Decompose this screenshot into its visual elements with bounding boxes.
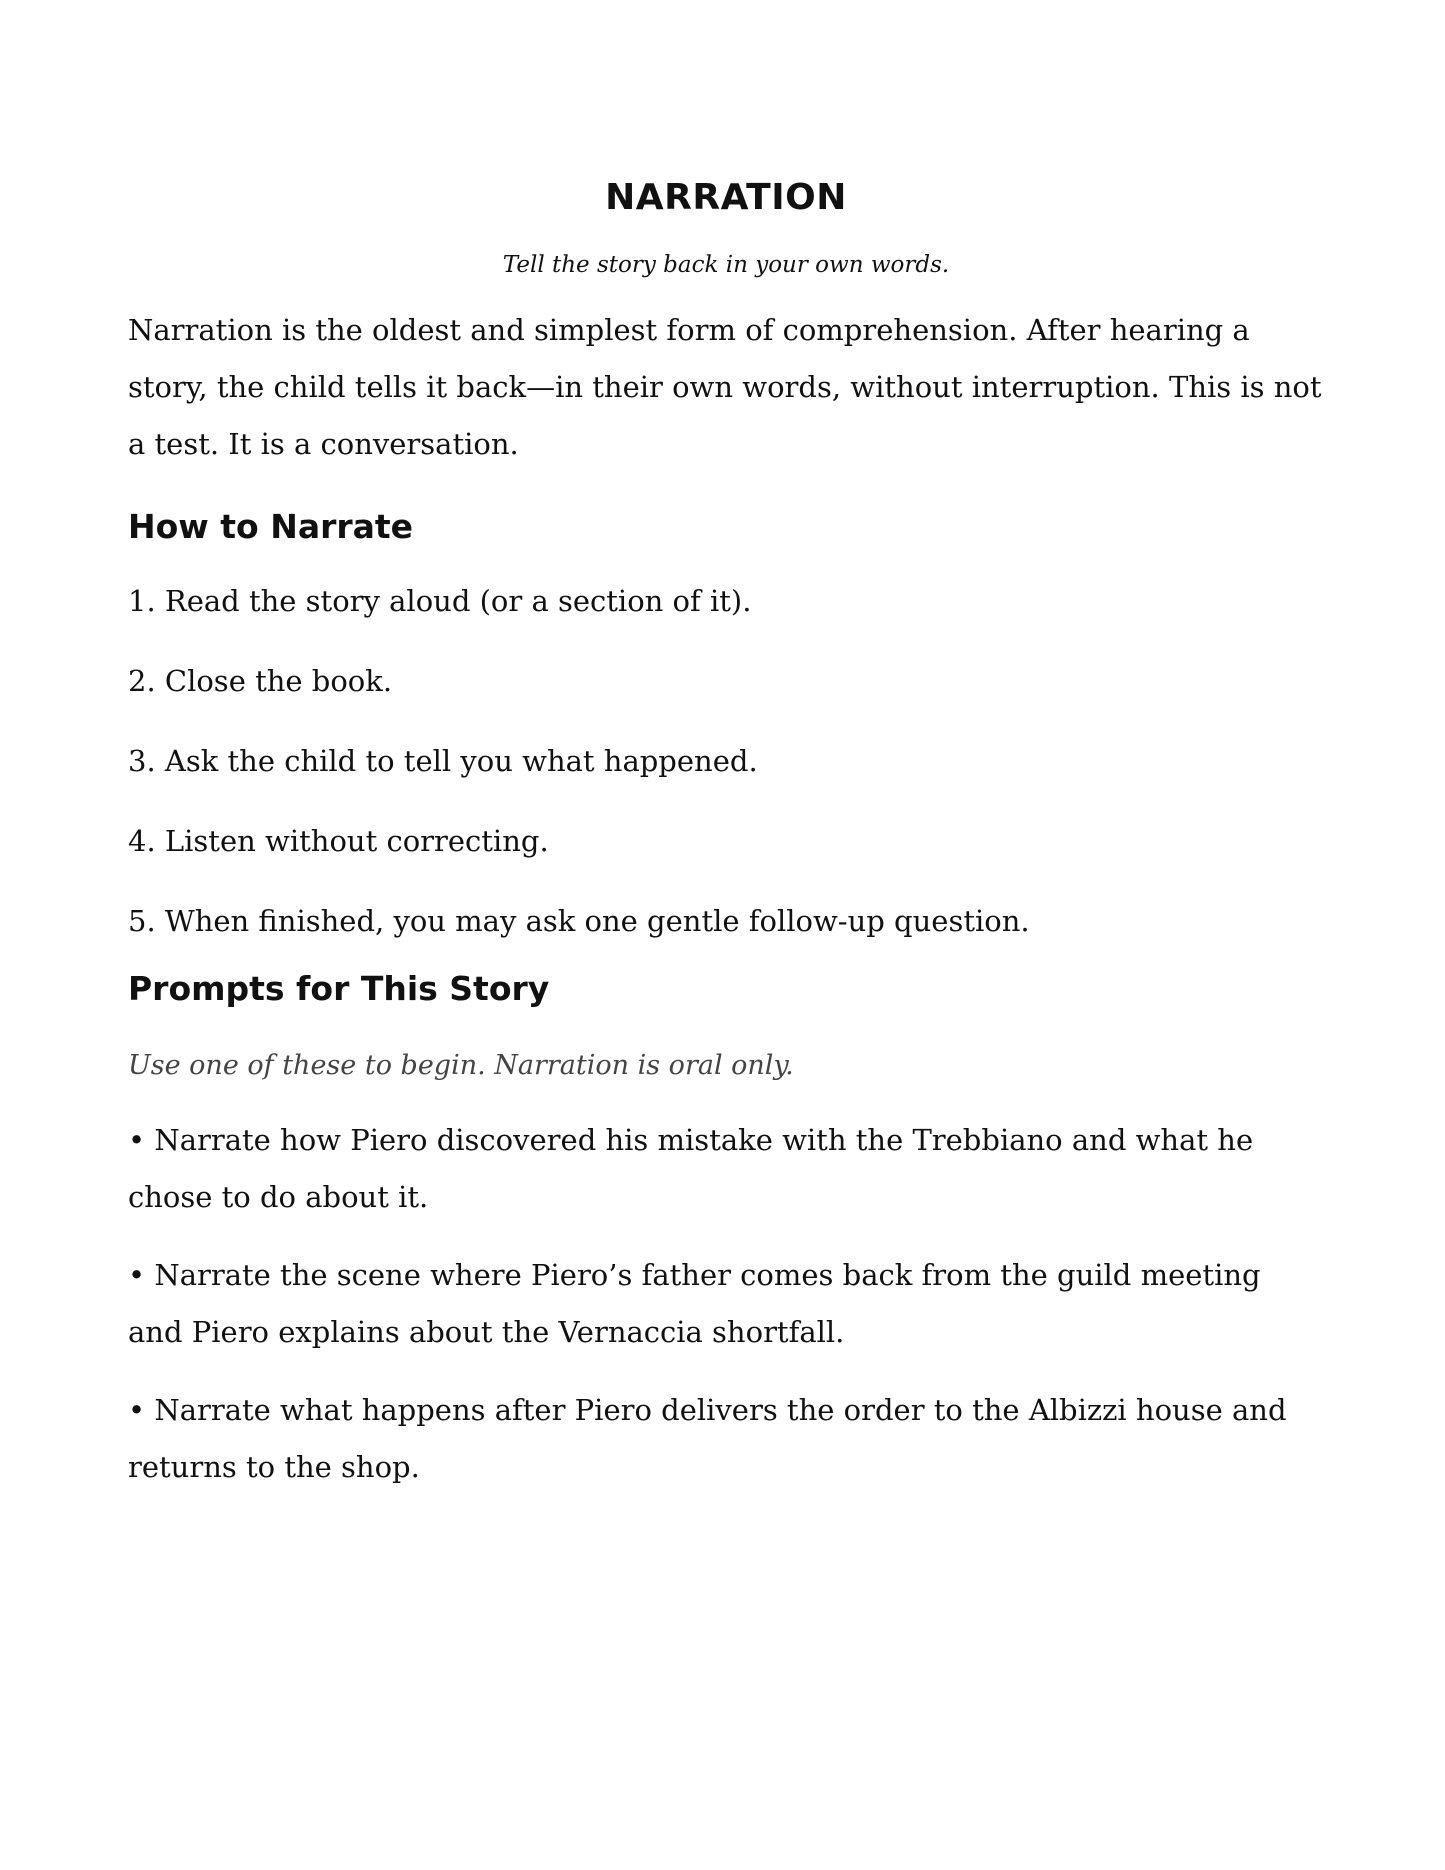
intro-paragraph: Narration is the oldest and simplest form of comprehension. After hearing a story, the child tells it back—in their own words, without interruption. This is not a test. It is a conversation. [128, 313, 1322, 461]
prompts-list [128, 1112, 1324, 1496]
prompt-item: • Narrate the scene where Piero’s father comes back from the guild meeting and Piero explains about the Vernaccia shortfall. [128, 1258, 1261, 1349]
prompts-note: Use one of these to begin. Narration is oral only. [128, 1050, 794, 1081]
page-title: NARRATION [605, 177, 847, 218]
step-item: 2. Close the book. [128, 664, 393, 698]
step-item: 5. When finished, you may ask one gentle follow-up question. [128, 904, 1030, 938]
step-item: 3. Ask the child to tell you what happened. [128, 744, 758, 778]
prompts-heading: Prompts for This Story [128, 969, 550, 1008]
document-page [128, 160, 1324, 1496]
prompt-item: • Narrate what happens after Piero delivers the order to the Albizzi house and returns to the shop. [128, 1393, 1287, 1484]
how-to-heading: How to Narrate [128, 507, 414, 546]
step-item: 1. Read the story aloud (or a section of it). [128, 584, 752, 618]
page-subtitle: Tell the story back in your own words. [502, 252, 950, 278]
step-item: 4. Listen without correcting. [128, 824, 549, 858]
steps-list [128, 581, 1324, 941]
prompt-item: • Narrate how Piero discovered his mistake with the Trebbiano and what he chose to do about it. [128, 1123, 1254, 1214]
